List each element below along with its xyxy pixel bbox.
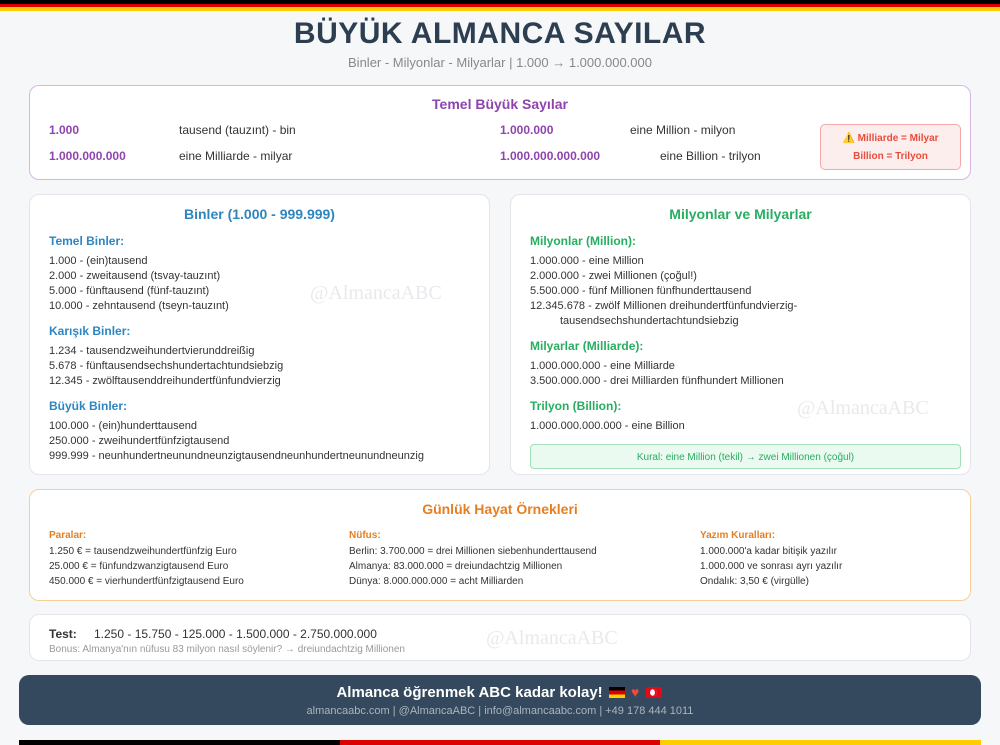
thousands-sec2-line-2: 5.678 - fünftausendsechshundertachtundsiebzig bbox=[49, 360, 284, 372]
test-numbers: 1.250 - 15.750 - 125.000 - 1.500.000 - 2.750.000.000 bbox=[94, 627, 377, 641]
test-bonus: Bonus: Almanya'nın nüfusu 83 milyon nasıl söylenir? → dreiundachtzig Millionen bbox=[49, 644, 405, 655]
basic-word-3: eine Milliarde - milyar bbox=[179, 149, 293, 163]
warning-box bbox=[820, 124, 961, 170]
thousands-sec1-line-2: 2.000 - zweitausend (tsvay-tauzınt) bbox=[49, 270, 221, 282]
basic-num-3: 1.000.000.000 bbox=[49, 149, 126, 163]
basic-num-4: 1.000.000.000.000 bbox=[500, 149, 601, 163]
thousands-title: Binler (1.000 - 999.999) bbox=[184, 206, 335, 222]
plural-rule-box: Kural: eine Million (tekil) → zwei Millionen (çoğul) bbox=[530, 444, 961, 469]
thousands-sec1-line-4: 10.000 - zehntausend (tseyn-tauzınt) bbox=[49, 300, 229, 312]
money-line-2: 25.000 € = fünfundzwanzigtausend Euro bbox=[49, 561, 229, 572]
footer-banner bbox=[19, 675, 981, 725]
page-title: BÜYÜK ALMANCA SAYILAR bbox=[293, 17, 707, 50]
millions-sec1-line-4: 12.345.678 - zwölf Millionen dreihundertfünfundvierzig- bbox=[530, 300, 798, 312]
millions-sec2-line-2: 3.500.000.000 - drei Milliarden fünfhundert Millionen bbox=[530, 375, 784, 387]
daily-life-title: Günlük Hayat Örnekleri bbox=[422, 501, 578, 517]
warning-line-1: ⚠️ Milliarde = Milyar bbox=[842, 133, 939, 144]
millions-sec1-line-1: 1.000.000 - eine Million bbox=[530, 255, 644, 267]
footer-contact: almancaabc.com | @AlmancaABC | info@almancaabc.com | +49 178 444 1011 bbox=[306, 705, 694, 717]
thousands-sec2-title: Karışık Binler: bbox=[49, 324, 131, 338]
writing-rules-line-2: 1.000.000 ve sonrası ayrı yazılır bbox=[700, 561, 843, 572]
millions-sec1-title: Milyonlar (Million): bbox=[530, 234, 636, 248]
money-heading: Paralar: bbox=[49, 530, 87, 541]
german-flag-icon bbox=[609, 687, 625, 698]
thousands-sec3-line-2: 250.000 - zweihundertfünfzigtausend bbox=[49, 435, 230, 447]
basic-word-4: eine Billion - trilyon bbox=[660, 149, 761, 163]
money-line-1: 1.250 € = tausendzweihundertfünfzig Euro bbox=[49, 546, 237, 557]
writing-rules-heading: Yazım Kuralları: bbox=[700, 530, 776, 541]
population-line-3: Dünya: 8.000.000.000 = acht Milliarden bbox=[349, 576, 524, 587]
heart-icon: ♥ bbox=[631, 684, 640, 700]
population-heading: Nüfus: bbox=[349, 530, 381, 541]
thousands-sec3-line-3: 999.999 - neunhundertneunundneunzigtausendneunhundertneunundneunzig bbox=[49, 450, 424, 462]
millions-sec1-line-4-cont: tausendsechshundertachtundsiebzig bbox=[560, 315, 739, 327]
population-line-1: Berlin: 3.700.000 = drei Millionen siebenhunderttausend bbox=[349, 546, 597, 557]
thousands-sec1-title: Temel Binler: bbox=[49, 234, 125, 248]
population-line-2: Almanya: 83.000.000 = dreiundachtzig Millionen bbox=[349, 561, 563, 572]
basic-numbers-title: Temel Büyük Sayılar bbox=[432, 96, 568, 112]
page-subtitle: Binler - Milyonlar - Milyarlar | 1.000 → 1.000.000.000 bbox=[348, 55, 652, 70]
basic-word-1: tausend (tauzınt) - bin bbox=[179, 123, 296, 137]
thousands-sec3-title: Büyük Binler: bbox=[49, 399, 128, 413]
millions-sec3-title: Trilyon (Billion): bbox=[530, 399, 622, 413]
millions-sec1-line-3: 5.500.000 - fünf Millionen fünfhunderttausend bbox=[530, 285, 752, 297]
turkish-flag-icon bbox=[646, 687, 662, 698]
basic-num-1: 1.000 bbox=[49, 123, 80, 137]
basic-word-2: eine Million - milyon bbox=[630, 123, 736, 137]
millions-sec1-line-2: 2.000.000 - zwei Millionen (çoğul!) bbox=[530, 270, 697, 282]
millions-sec2-title: Milyarlar (Milliarde): bbox=[530, 339, 644, 353]
millions-sec3-line-1: 1.000.000.000.000 - eine Billion bbox=[530, 420, 685, 432]
writing-rules-line-1: 1.000.000'a kadar bitişik yazılır bbox=[700, 546, 837, 557]
footer-title-row bbox=[19, 684, 981, 701]
german-flag-stripe-bottom bbox=[19, 740, 981, 745]
thousands-sec2-line-3: 12.345 - zwölftausenddreihundertfünfundvierzig bbox=[49, 375, 281, 387]
thousands-sec3-line-1: 100.000 - (ein)hunderttausend bbox=[49, 420, 197, 432]
german-flag-stripe-top bbox=[0, 0, 1000, 11]
thousands-sec1-line-1: 1.000 - (ein)tausend bbox=[49, 255, 148, 267]
money-line-3: 450.000 € = vierhundertfünfzigtausend Euro bbox=[49, 576, 244, 587]
footer-title: Almanca öğrenmek ABC kadar kolay! bbox=[336, 684, 603, 701]
thousands-sec2-line-1: 1.234 - tausendzweihundertvierunddreißig bbox=[49, 345, 255, 357]
test-label: Test: bbox=[49, 627, 77, 641]
millions-title: Milyonlar ve Milyarlar bbox=[669, 206, 812, 222]
millions-sec2-line-1: 1.000.000.000 - eine Milliarde bbox=[530, 360, 675, 372]
thousands-sec1-line-3: 5.000 - fünftausend (fünf-tauzınt) bbox=[49, 285, 210, 297]
warning-line-2: Billion = Trilyon bbox=[853, 151, 928, 162]
basic-num-2: 1.000.000 bbox=[500, 123, 554, 137]
writing-rules-line-3: Ondalık: 3,50 € (virgülle) bbox=[700, 576, 809, 587]
